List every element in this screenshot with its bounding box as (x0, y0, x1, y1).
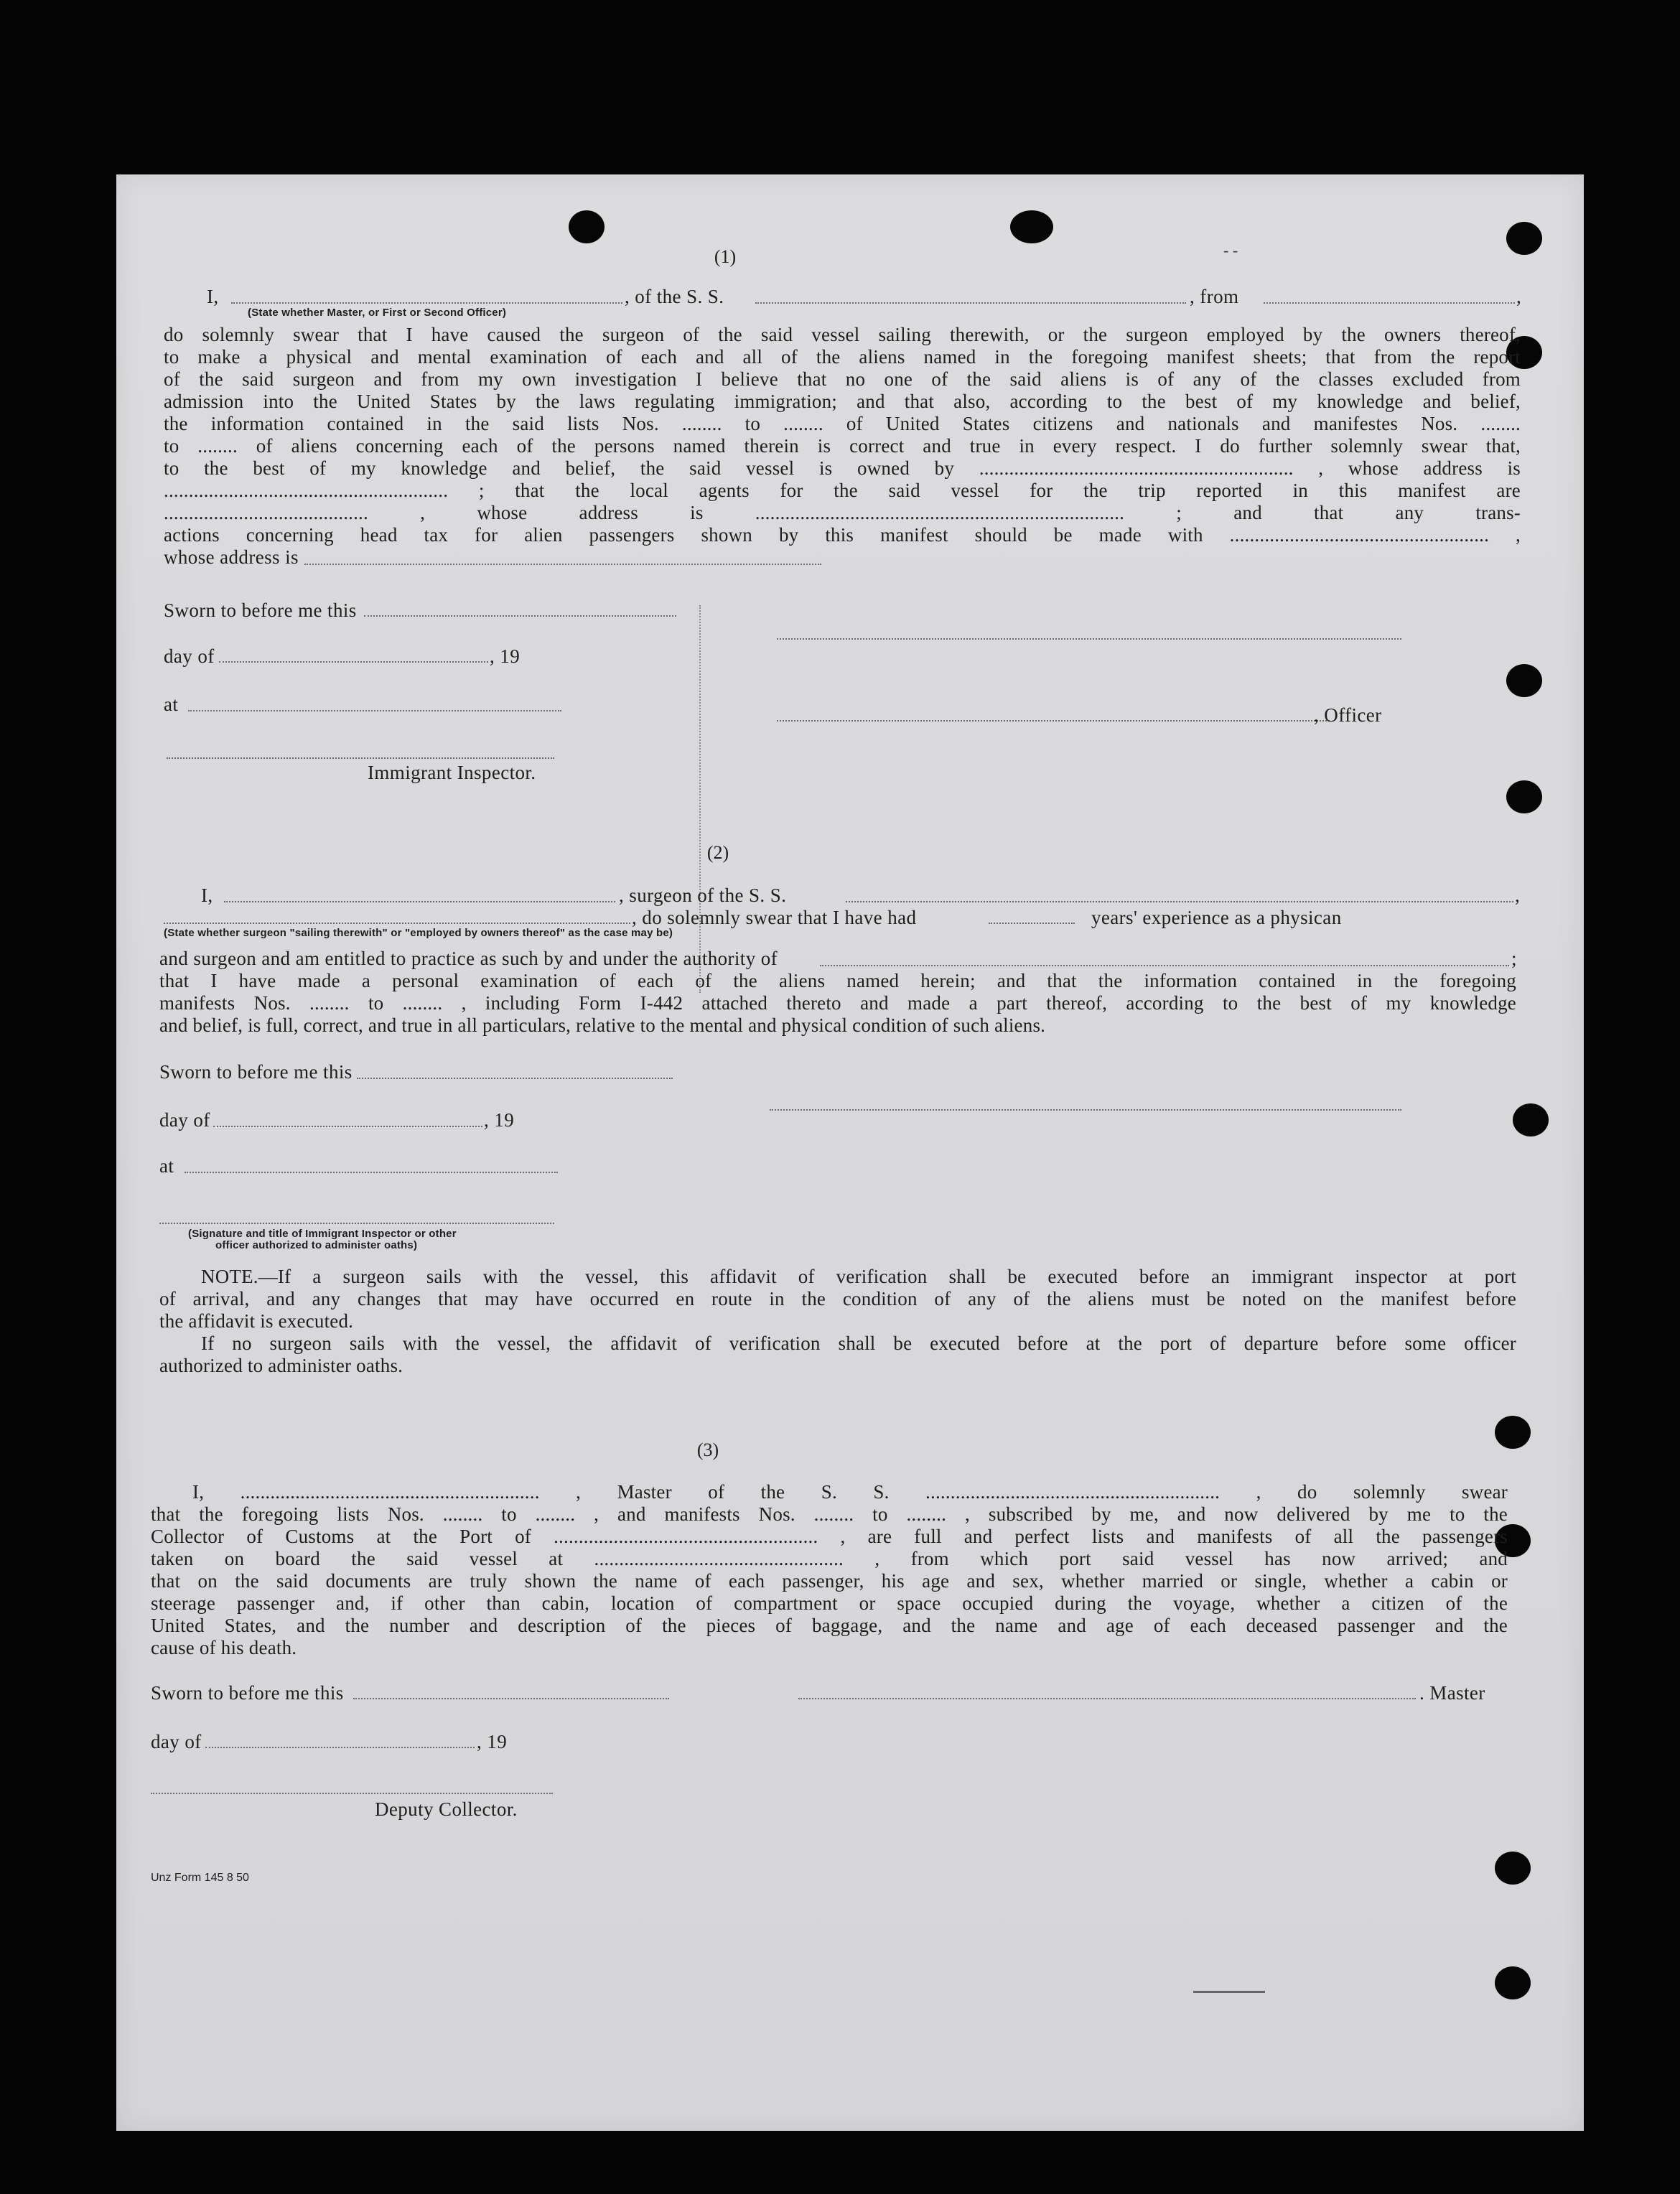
section-3-number: (3) (696, 1439, 719, 1460)
section-1-divider (699, 605, 701, 993)
stray-mark: - - (1223, 241, 1238, 259)
vessel-name-field[interactable] (755, 302, 1186, 304)
section-2-years: years' experience as a physican (1091, 907, 1342, 928)
section-1-line-7: to the best of my knowledge and belief, the said vessel is owned by ............................................................... , whose address is (164, 457, 1521, 479)
punch-hole-edge-3 (1506, 664, 1542, 697)
section-2-line-2: , do solemnly swear that I have had (632, 907, 917, 928)
section-2-at-field[interactable] (185, 1172, 558, 1173)
punch-hole-edge-6 (1495, 1416, 1531, 1449)
section-1-sworn-day-field[interactable] (364, 615, 676, 617)
signature-note-line-1: (Signature and title of Immigrant Inspector or other (188, 1228, 457, 1240)
note-line-3: the affidavit is executed. (159, 1310, 354, 1332)
section-2-surgeon-signature-line[interactable] (770, 1109, 1401, 1111)
section-1-line-1-end: , (1516, 286, 1522, 307)
punch-hole-top-right (1010, 210, 1053, 243)
section-1-line-6: to ........ of aliens concerning each of the persons named therein is correct and true in every respect. I do further solemnly swear that, (164, 435, 1521, 457)
punch-hole-top-left (569, 210, 605, 243)
section-3-line-8: cause of his death. (151, 1637, 297, 1658)
section-2-line-5: manifests Nos. ........ to ........ , including Form I-442 attached thereto and made a part thereof, according to the best of my knowledge (159, 992, 1516, 1014)
section-1-line-8: ......................................................... ; that the local agents for the said vessel for the trip reported in this manifest are (164, 480, 1521, 501)
section-1-line-5: the information contained in the said lists Nos. ........ to ........ of United States citizens and nationals and manifestes Nos. ........ (164, 413, 1521, 434)
master-signature-line[interactable] (798, 1698, 1416, 1699)
section-1-line-10: actions concerning head tax for alien passengers shown by this manifest should be made with .................................................... , (164, 524, 1521, 546)
section-3-year: , 19 (477, 1731, 508, 1752)
section-2-sworn-day-field[interactable] (357, 1078, 673, 1079)
note-line-5: authorized to administer oaths. (159, 1355, 403, 1376)
section-1-line-9: ......................................... , whose address is .......................................................................... ; and that any trans- (164, 502, 1521, 523)
note-line-2: of arrival, and any changes that may have occurred en route in the condition of any of the aliens must be noted on the manifest before (159, 1288, 1516, 1310)
section-3-line-2: that the foregoing lists Nos. ........ to ........ , and manifests Nos. ........ to ........ , subscribed by me, and now delivered by me to the (151, 1503, 1508, 1525)
stray-mark (1193, 1991, 1265, 1993)
surgeon-note: (State whether surgeon "sailing therewith" or "employed by owners thereof" as the case may be) (164, 927, 673, 939)
section-2-line-1-end: , (1515, 884, 1521, 906)
officer-note: (State whether Master, or First or Second Officer) (248, 307, 507, 319)
surgeon-name-field[interactable] (224, 901, 615, 902)
section-3-collector-label: Deputy Collector. (375, 1798, 518, 1820)
section-3-day-of: day of (151, 1731, 202, 1752)
section-1-line-2: to make a physical and mental examination of each and all of the aliens named in the foregoing manifest sheets; that from the report (164, 346, 1521, 368)
section-3-line-7: United States, and the number and description of the pieces of baggage, and the name and age of each deceased passenger and the (151, 1615, 1508, 1636)
punch-hole-edge-8 (1495, 1852, 1531, 1885)
punch-hole-edge-1 (1506, 222, 1542, 255)
section-1-signature-line-1[interactable] (777, 638, 1401, 640)
section-3-line-6: steerage passenger and, if other than cabin, location of compartment or space occupied during the voyage, whether a citizen of the (151, 1592, 1508, 1614)
section-1-sworn: Sworn to before me this (164, 599, 357, 621)
section-2-day-of: day of (159, 1109, 210, 1131)
head-tax-address-field[interactable] (304, 564, 821, 565)
section-1-line-1: do solemnly swear that I have caused the surgeon of the said vessel sailing therewith, or the surgeon employed by the owners thereof, (164, 324, 1521, 345)
section-3-month-field[interactable] (205, 1747, 475, 1748)
surgeon-status-field[interactable] (164, 923, 630, 924)
section-3-line-5: that on the said documents are truly shown the name of each passenger, his age and sex, whether married or single, whether a cabin or (151, 1570, 1508, 1592)
section-1-at: at (164, 694, 179, 715)
section-1-line-4: admission into the United States by the laws regulating immigration; and that also, according to the best of my knowledge and belief, (164, 391, 1521, 412)
officer-name-field[interactable] (231, 302, 622, 304)
section-2-line-1-prefix: I, (201, 884, 213, 906)
section-1-inspector-label: Immigrant Inspector. (368, 762, 536, 783)
form-identifier: Unz Form 145 8 50 (151, 1872, 249, 1884)
departure-port-field[interactable] (1264, 302, 1515, 304)
section-3-line-1: I, ............................................................ , Master of the S. S. ........................................................... , do solemnly swear (192, 1481, 1508, 1503)
collector-signature-line[interactable] (151, 1793, 553, 1794)
section-1-line-1-prefix: I, (207, 286, 219, 307)
section-3-line-4: taken on board the said vessel at .................................................. , from which port said vessel has now arrived; and (151, 1548, 1508, 1569)
section-2-inspector-signature-line[interactable] (159, 1223, 554, 1224)
section-2-line-4: that I have made a personal examination of each of the aliens named herein; and that the information contained in the foregoing (159, 970, 1516, 991)
section-2-line-1-mid: , surgeon of the S. S. (619, 884, 787, 906)
section-1-line-1-from: , from (1190, 286, 1239, 307)
section-2-sworn: Sworn to before me this (159, 1061, 353, 1083)
section-2-month-field[interactable] (213, 1126, 482, 1127)
punch-hole-edge-5 (1513, 1103, 1549, 1136)
section-3-sworn: Sworn to before me this (151, 1682, 344, 1704)
section-1-officer-label: , Officer (1314, 704, 1382, 726)
authority-field[interactable] (820, 965, 1509, 966)
note-line-4: If no surgeon sails with the vessel, the affidavit of verification shall be executed before at the port of departure before some officer (201, 1332, 1516, 1354)
section-1-at-field[interactable] (188, 710, 561, 711)
form-page (116, 174, 1584, 2131)
section-1-officer-signature-line[interactable] (777, 720, 1330, 722)
section-2-line-3: and surgeon and am entitled to practice as such by and under the authority of (159, 948, 778, 969)
section-1-whose-address: whose address is (164, 546, 299, 568)
punch-hole-edge-4 (1506, 780, 1542, 813)
section-3-master-label: . Master (1419, 1682, 1485, 1704)
section-2-at: at (159, 1155, 174, 1177)
signature-note-line-2: officer authorized to administer oaths) (215, 1239, 418, 1251)
section-3-line-3: Collector of Customs at the Port of ..................................................... , are full and perfect lists and manifests of all the passengers (151, 1526, 1508, 1547)
section-3-sworn-day-field[interactable] (353, 1698, 669, 1699)
punch-hole-edge-9 (1495, 1966, 1531, 1999)
section-2-authority-end: ; (1511, 948, 1517, 969)
section-1-inspector-signature-line[interactable] (167, 757, 554, 759)
years-experience-field[interactable] (989, 923, 1075, 924)
note-line-1: NOTE.—If a surgeon sails with the vessel, this affidavit of verification shall be executed before an immigrant inspector at port (201, 1266, 1516, 1287)
section-1-year: , 19 (490, 645, 521, 667)
section-2-line-6: and belief, is full, correct, and true in all particulars, relative to the mental and physical condition of such aliens. (159, 1014, 1046, 1036)
section-2-number: (2) (706, 842, 729, 863)
section-2-vessel-field[interactable] (846, 901, 1513, 902)
section-1-line-1-mid: , of the S. S. (625, 286, 724, 307)
section-2-year: , 19 (484, 1109, 515, 1131)
section-1-line-3: of the said surgeon and from my own investigation I believe that no one of the said aliens is of any of the classes excluded from (164, 368, 1521, 390)
section-1-month-field[interactable] (219, 661, 488, 663)
section-1-number: (1) (714, 246, 737, 267)
section-1-day-of: day of (164, 645, 215, 667)
